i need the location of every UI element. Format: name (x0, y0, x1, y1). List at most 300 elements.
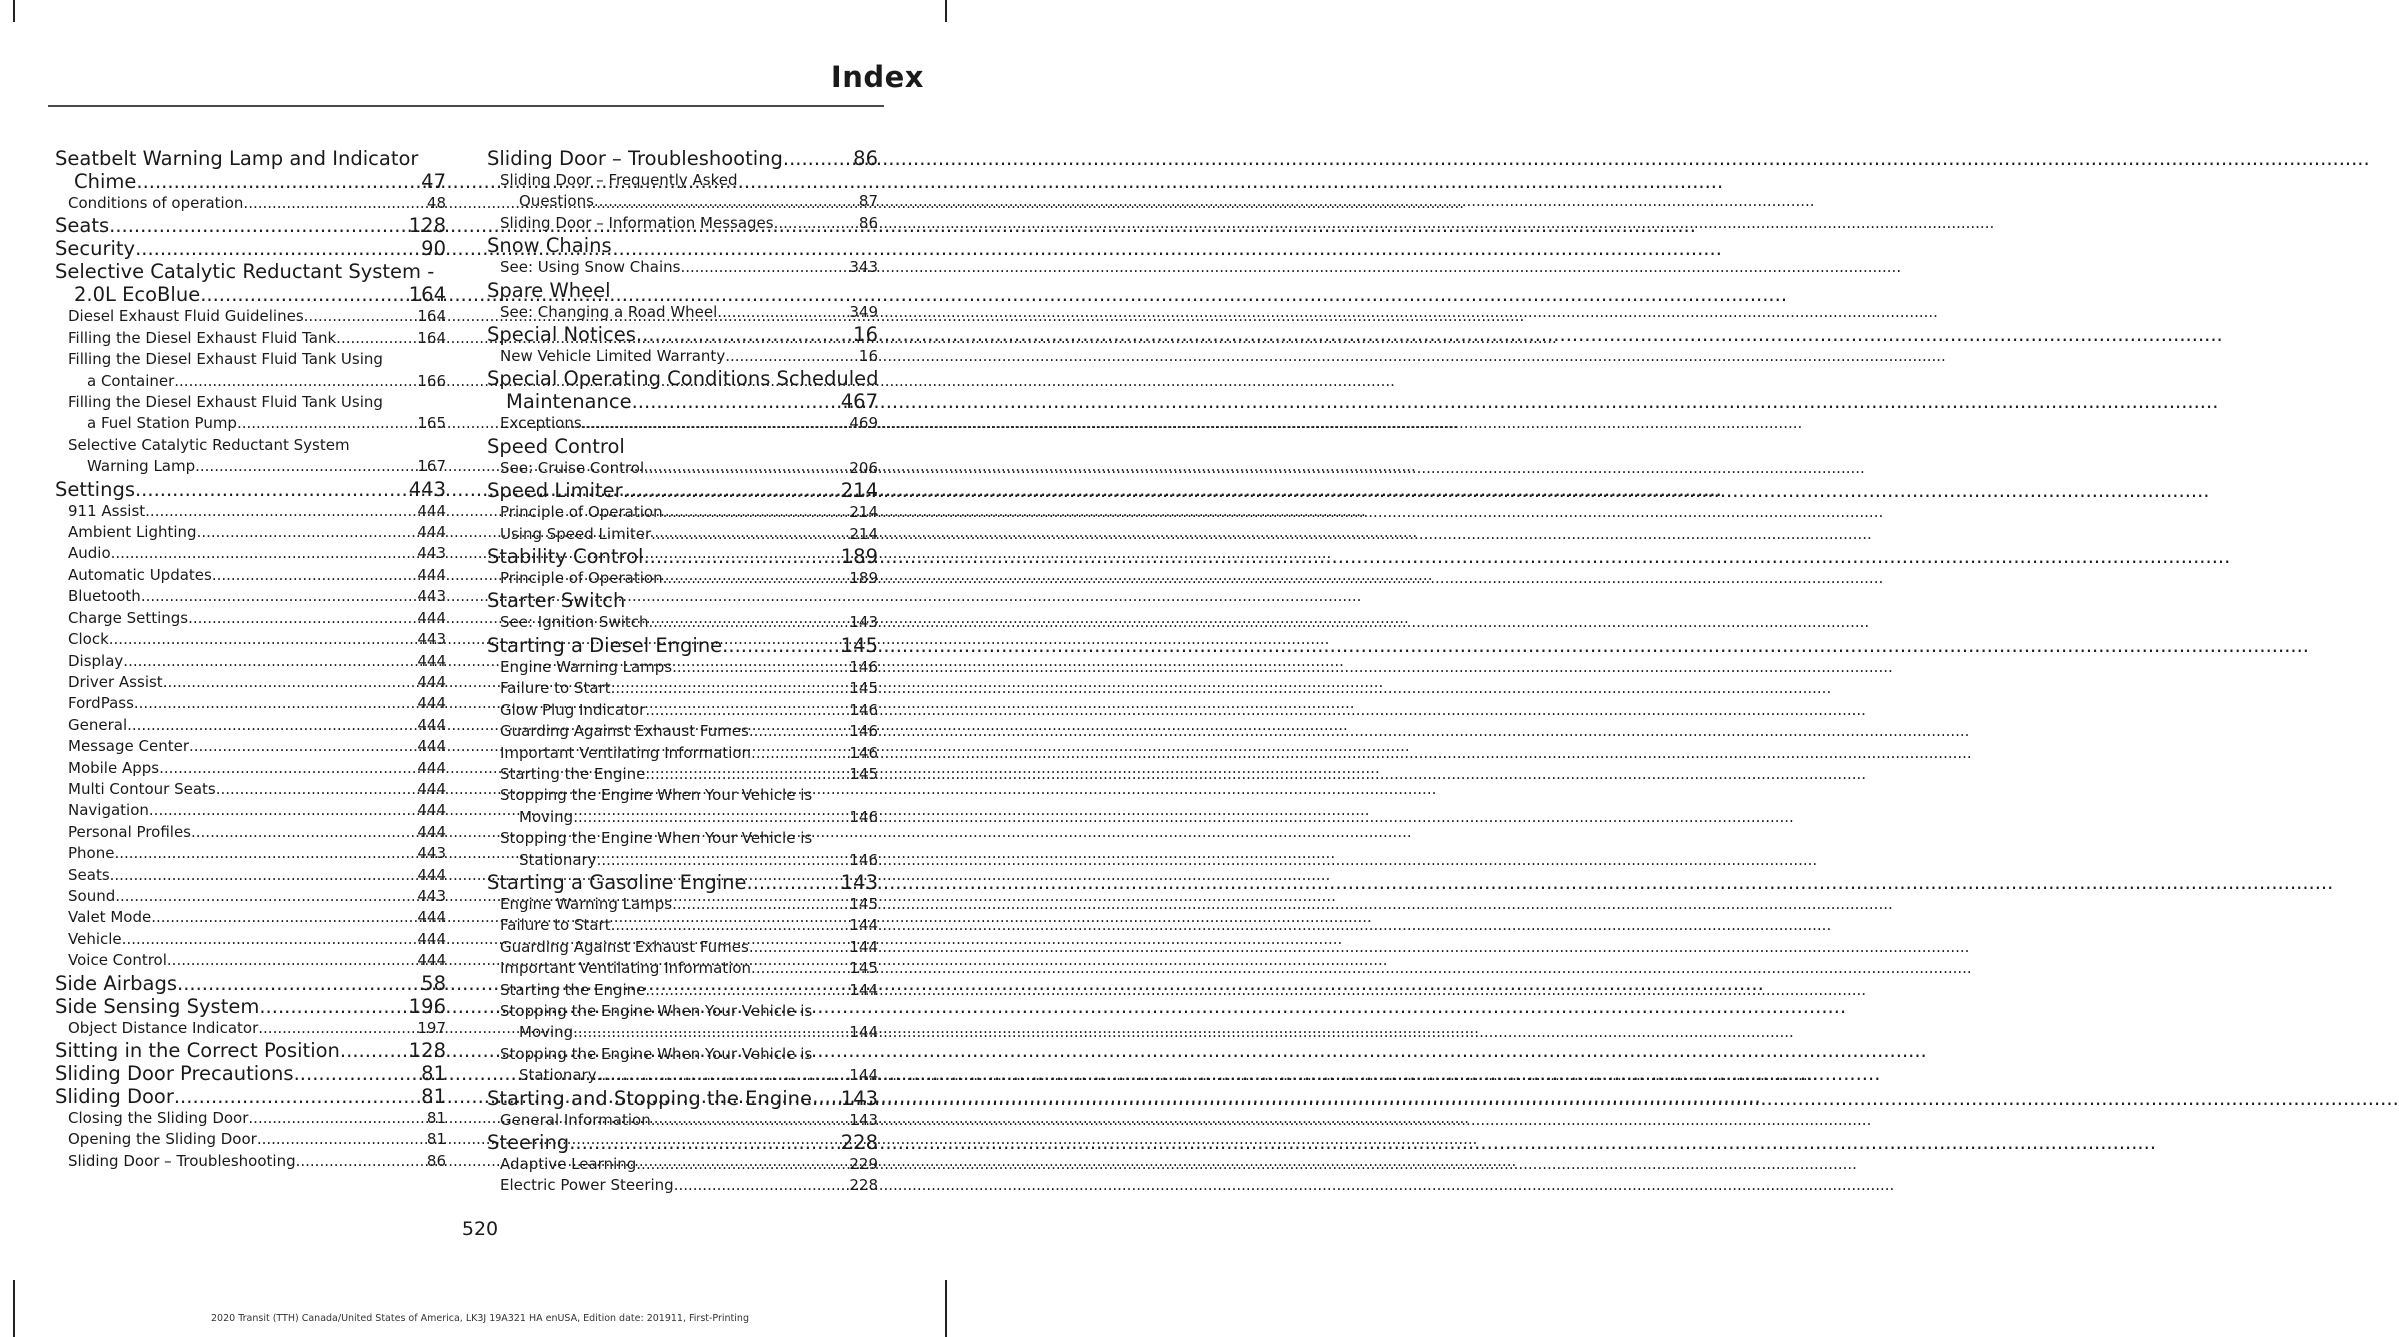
index-entry-heading: Filling the Diesel Exhaust Fluid Tank Using (68, 350, 383, 369)
entry-page-number: 146 (849, 700, 878, 719)
dot-leader (259, 995, 408, 1018)
entry-label: Diesel Exhaust Fluid Guidelines (68, 307, 304, 326)
index-subentry[interactable] (487, 413, 878, 434)
entry-page-number: 443 (417, 544, 446, 563)
header-divider (48, 105, 884, 107)
index-subentry[interactable] (487, 721, 878, 742)
entry-label: Electric Power Steering (500, 1176, 674, 1195)
dot-leader (573, 1022, 849, 1043)
dot-leader (717, 302, 849, 323)
entry-label: Sliding Door – Troubleshooting (68, 1151, 296, 1170)
entry-label: Conditions of operation (68, 194, 244, 212)
index-subentry[interactable] (487, 1065, 878, 1086)
dot-leader (189, 736, 417, 757)
entry-page-number: 444 (417, 565, 446, 584)
index-entry-heading: Stopping the Engine When Your Vehicle is (500, 1001, 813, 1020)
dot-leader (645, 764, 849, 785)
dot-leader (663, 502, 850, 523)
dot-leader (296, 1151, 427, 1172)
entry-page-number: 443 (417, 844, 446, 863)
entry-label: Speed Limiter (487, 479, 623, 503)
entry-page-number: 444 (417, 779, 446, 798)
entry-label: Exceptions (500, 414, 582, 433)
entry-page-number: 229 (849, 1155, 878, 1173)
entry-label: Chime (74, 170, 137, 193)
index-subentry[interactable] (487, 257, 878, 278)
index-entry[interactable] (55, 478, 446, 501)
dot-leader (573, 807, 849, 828)
dot-leader (216, 779, 418, 800)
crop-mark-top-left (13, 0, 15, 22)
entry-label: New Vehicle Limited Warranty (500, 347, 726, 366)
entry-label: Questions (519, 192, 594, 211)
entry-page-number: 444 (417, 501, 446, 520)
index-subentry[interactable] (55, 886, 446, 907)
entry-label: Sound (68, 886, 116, 905)
entry-label: Message Center (68, 737, 189, 756)
entry-label: Side Airbags (55, 971, 178, 995)
index-subentry[interactable] (55, 651, 446, 672)
dot-leader (109, 214, 409, 237)
index-entry[interactable] (55, 1062, 446, 1085)
index-subentry[interactable] (55, 522, 446, 543)
dot-leader (751, 743, 849, 764)
entry-label: a Container (87, 371, 175, 390)
index-subentry[interactable] (487, 458, 878, 479)
dot-leader (174, 1085, 421, 1108)
index-subentry[interactable] (487, 191, 878, 212)
index-entry-heading: Sliding Door – Frequently Asked (500, 171, 738, 189)
index-subentry[interactable] (55, 715, 446, 736)
dot-leader (134, 693, 417, 714)
dot-leader (191, 822, 417, 843)
index-entry[interactable] (487, 390, 878, 413)
entry-label: Maintenance (506, 390, 632, 414)
entry-label: Multi Contour Seats (68, 779, 216, 798)
index-subentry[interactable] (55, 306, 446, 327)
entry-page-number: 444 (417, 801, 446, 820)
index-entry[interactable] (487, 279, 878, 302)
entry-page-number: 128 (408, 214, 446, 238)
entry-label: Principle of Operation (500, 569, 663, 588)
entry-label: See: Using Snow Chains (500, 258, 681, 277)
index-subentry[interactable] (55, 693, 446, 714)
entry-label: Seats (68, 865, 110, 884)
index-subentry[interactable] (55, 929, 446, 950)
dot-leader (747, 871, 841, 894)
entry-page-number: 145 (849, 764, 878, 783)
entry-page-number: 90 (421, 237, 446, 261)
entry-page-number: 16 (858, 347, 878, 366)
index-entry[interactable] (487, 147, 878, 170)
index-entry[interactable] (487, 234, 878, 257)
dot-leader (136, 170, 421, 193)
entry-page-number: 444 (417, 715, 446, 734)
index-subentry[interactable] (55, 1108, 446, 1129)
entry-page-number: 469 (849, 414, 878, 433)
entry-label: FordPass (68, 694, 134, 713)
entry-page-number: 145 (849, 679, 878, 698)
entry-page-number: 146 (849, 722, 878, 741)
footer-edition-info: 2020 Transit (TTH) Canada/United States of America, LK3J 19A321 HA enUSA, Edition date: 201911, First-Printing (211, 1313, 749, 1324)
entry-page-number: 144 (849, 1066, 878, 1085)
dot-leader (751, 958, 849, 979)
dot-leader (632, 390, 841, 413)
entry-page-number: 443 (417, 886, 446, 905)
dot-leader (725, 346, 859, 367)
entry-label: Moving (519, 1023, 574, 1042)
entry-page-number: 86 (426, 1151, 446, 1170)
index-subentry[interactable] (487, 678, 878, 699)
entry-label: See: Cruise Control (500, 458, 645, 477)
entry-label: Stationary (519, 850, 597, 869)
index-entry[interactable] (487, 323, 878, 346)
entry-label: Speed Control (487, 434, 625, 458)
entry-page-number: 81 (426, 1130, 446, 1149)
entry-label: Seats (55, 214, 110, 238)
index-subentry[interactable] (55, 1129, 446, 1150)
index-subentry[interactable] (55, 907, 446, 928)
entry-page-number: 144 (849, 980, 878, 999)
entry-page-number: 48 (426, 194, 446, 212)
dot-leader (258, 1018, 417, 1039)
dot-leader (812, 1087, 841, 1110)
entry-label: Clock (68, 630, 109, 649)
entry-label: Bluetooth (68, 587, 141, 606)
dot-leader (149, 800, 417, 821)
index-entry[interactable] (55, 1085, 446, 1108)
dot-leader (135, 478, 409, 501)
dot-leader (672, 894, 849, 915)
entry-page-number: 214 (840, 479, 878, 503)
entry-page-number: 47 (421, 170, 446, 193)
dot-leader (594, 191, 859, 212)
index-entry[interactable] (55, 1039, 446, 1062)
dot-leader (115, 886, 417, 907)
entry-page-number: 81 (426, 1109, 446, 1127)
entry-label: Object Distance Indicator (68, 1018, 259, 1037)
dot-leader (672, 657, 849, 678)
index-entry[interactable] (55, 972, 446, 995)
dot-leader (783, 147, 853, 170)
entry-page-number: 166 (417, 371, 446, 390)
dot-leader (174, 371, 417, 392)
entry-page-number: 58 (421, 971, 446, 995)
dot-leader (248, 1108, 427, 1129)
entry-label: Starting the Engine (500, 980, 646, 999)
dot-leader (749, 721, 850, 742)
dot-leader (257, 1129, 427, 1150)
index-entry[interactable] (55, 170, 446, 193)
entry-page-number: 86 (858, 213, 878, 232)
index-subentry[interactable] (487, 302, 878, 323)
crop-mark-top-right (945, 0, 947, 22)
index-subentry[interactable] (487, 958, 878, 979)
dot-leader (200, 283, 409, 306)
entry-page-number: 343 (849, 258, 878, 277)
index-entry[interactable] (487, 479, 878, 502)
dot-leader (167, 950, 417, 971)
index-subentry[interactable] (55, 501, 446, 522)
index-entry[interactable] (487, 435, 878, 458)
index-column-right (487, 147, 878, 1197)
dot-leader (774, 213, 859, 234)
index-subentry[interactable] (487, 894, 878, 915)
dot-leader (582, 413, 850, 434)
index-subentry[interactable] (55, 565, 446, 586)
index-subentry[interactable] (55, 736, 446, 757)
entry-page-number: 143 (840, 870, 878, 894)
dot-leader (145, 501, 417, 522)
dot-leader (141, 586, 418, 607)
index-subentry[interactable] (55, 1018, 446, 1039)
entry-label: Warning Lamp (87, 457, 196, 476)
entry-page-number: 81 (421, 1085, 446, 1108)
index-subentry[interactable] (55, 1151, 446, 1172)
index-subentry[interactable] (55, 758, 446, 779)
entry-page-number: 214 (849, 503, 878, 522)
dot-leader (340, 1039, 409, 1062)
dot-leader (110, 865, 418, 886)
entry-label: Display (68, 651, 124, 670)
index-entry[interactable] (487, 1131, 878, 1154)
entry-label: Opening the Sliding Door (68, 1130, 257, 1149)
index-subentry[interactable] (487, 1175, 878, 1196)
entry-label: 2.0L EcoBlue (74, 283, 201, 307)
index-entry[interactable] (487, 634, 878, 657)
entry-label: Snow Chains (487, 234, 612, 258)
index-subentry[interactable] (55, 371, 446, 392)
entry-page-number: 228 (840, 1131, 878, 1154)
dot-leader (304, 306, 418, 327)
entry-label: 911 Assist (68, 501, 146, 520)
entry-label: Closing the Sliding Door (68, 1109, 249, 1127)
index-subentry[interactable] (487, 980, 878, 1001)
entry-page-number: 206 (849, 458, 878, 477)
index-subentry[interactable] (55, 193, 446, 214)
entry-label: Guarding Against Exhaust Fumes (500, 937, 749, 956)
index-subentry[interactable] (487, 502, 878, 523)
index-subentry[interactable] (487, 346, 878, 367)
entry-page-number: 467 (840, 390, 878, 414)
index-entry[interactable] (55, 995, 446, 1018)
index-subentry[interactable] (487, 1022, 878, 1043)
entry-page-number: 444 (417, 865, 446, 884)
entry-page-number: 443 (408, 477, 446, 501)
entry-page-number: 86 (853, 147, 878, 170)
index-entry[interactable] (55, 283, 446, 306)
entry-page-number: 145 (849, 959, 878, 978)
index-entry[interactable] (55, 214, 446, 237)
dot-leader (109, 629, 418, 650)
dot-leader (159, 758, 417, 779)
entry-label: Audio (68, 544, 111, 563)
dot-leader (237, 413, 417, 434)
crop-mark-bottom-right (945, 1280, 947, 1337)
index-subentry[interactable] (487, 743, 878, 764)
dot-leader (127, 715, 417, 736)
entry-page-number: 444 (417, 672, 446, 691)
entry-page-number: 87 (858, 192, 878, 211)
entry-page-number: 444 (417, 908, 446, 927)
entry-page-number: 165 (417, 414, 446, 433)
index-subentry[interactable] (55, 800, 446, 821)
index-entry-heading: Selective Catalytic Reductant System (68, 435, 350, 454)
entry-label: See: Ignition Switch (500, 613, 649, 632)
entry-page-number: 444 (417, 737, 446, 756)
index-subentry[interactable] (55, 608, 446, 629)
entry-page-number: 143 (840, 1086, 878, 1110)
entry-page-number: 145 (840, 633, 878, 657)
entry-page-number: 146 (849, 743, 878, 762)
dot-leader (114, 843, 417, 864)
index-subentry[interactable] (487, 612, 878, 633)
entry-label: Charge Settings (68, 608, 189, 627)
entry-label: General (68, 715, 128, 734)
index-entry[interactable] (55, 237, 446, 260)
dot-leader (649, 612, 850, 633)
index-subentry[interactable] (487, 213, 878, 234)
index-subentry[interactable] (55, 456, 446, 477)
index-subentry[interactable] (487, 807, 878, 828)
entry-label: Starting a Diesel Engine (487, 633, 723, 657)
index-subentry[interactable] (487, 1154, 878, 1175)
entry-label: Engine Warning Lamps (500, 657, 673, 676)
index-subentry[interactable] (55, 413, 446, 434)
index-subentry[interactable] (487, 657, 878, 678)
entry-label: Phone (68, 844, 115, 863)
index-subentry[interactable] (55, 586, 446, 607)
index-subentry[interactable] (55, 822, 446, 843)
entry-page-number: 444 (417, 523, 446, 542)
entry-page-number: 128 (408, 1039, 446, 1062)
entry-label: Settings (55, 477, 135, 501)
entry-label: Sliding Door Precautions (55, 1062, 294, 1085)
entry-page-number: 167 (417, 457, 446, 476)
index-entry[interactable] (487, 589, 878, 612)
index-subentry[interactable] (55, 779, 446, 800)
entry-label: Starter Switch (487, 589, 626, 613)
entry-label: Valet Mode (68, 908, 152, 927)
index-entry-heading: Stopping the Engine When Your Vehicle is (500, 1044, 813, 1063)
entry-page-number: 444 (417, 651, 446, 670)
dot-leader (623, 479, 841, 502)
entry-label: Ambient Lighting (68, 523, 197, 542)
entry-label: Principle of Operation (500, 503, 663, 522)
index-entry-heading: Stopping the Engine When Your Vehicle is (500, 786, 813, 805)
dot-leader (611, 915, 850, 936)
index-subentry[interactable] (55, 629, 446, 650)
index-subentry[interactable] (55, 950, 446, 971)
entry-label: Sliding Door (55, 1085, 174, 1108)
dot-leader (749, 937, 850, 958)
index-subentry[interactable] (487, 568, 878, 589)
entry-label: Vehicle (68, 929, 122, 948)
index-subentry[interactable] (55, 672, 446, 693)
dot-leader (151, 907, 417, 928)
entry-label: Important Ventilating Information (500, 959, 752, 978)
entry-page-number: 146 (849, 657, 878, 676)
index-subentry[interactable] (487, 764, 878, 785)
entry-label: Sliding Door – Information Messages (500, 213, 774, 232)
index-entry[interactable] (487, 871, 878, 894)
dot-leader (122, 929, 418, 950)
index-entry-heading: Filling the Diesel Exhaust Fluid Tank Using (68, 393, 383, 412)
index-subentry[interactable] (55, 543, 446, 564)
entry-label: Guarding Against Exhaust Fumes (500, 722, 749, 741)
entry-page-number: 443 (417, 630, 446, 649)
entry-page-number: 197 (417, 1018, 446, 1037)
dot-leader (722, 634, 841, 657)
entry-label: Moving (519, 807, 574, 826)
entry-label: Steering (487, 1131, 570, 1154)
index-subentry[interactable] (487, 700, 878, 721)
entry-label: Starting and Stopping the Engine (487, 1086, 812, 1110)
index-subentry[interactable] (487, 937, 878, 958)
index-subentry[interactable] (55, 865, 446, 886)
entry-page-number: 444 (417, 608, 446, 627)
dot-leader (645, 980, 849, 1001)
dot-leader (163, 672, 418, 693)
index-subentry[interactable] (487, 1110, 878, 1131)
index-subentry[interactable] (487, 915, 878, 936)
entry-page-number: 189 (840, 545, 878, 569)
entry-label: Starting a Gasoline Engine (487, 870, 747, 894)
entry-label: Failure to Start (500, 679, 611, 698)
entry-page-number: 189 (849, 569, 878, 588)
index-subentry[interactable] (55, 328, 446, 349)
index-entry-heading: Selective Catalytic Reductant System - (55, 260, 435, 284)
page-number: 520 (461, 1218, 499, 1240)
entry-label: Navigation (68, 801, 149, 820)
entry-label: Driver Assist (68, 672, 163, 691)
entry-label: See: Changing a Road Wheel (500, 302, 718, 321)
dot-leader (597, 1065, 850, 1086)
entry-label: Adaptive Learning (500, 1155, 637, 1173)
entry-label: Mobile Apps (68, 758, 160, 777)
entry-page-number: 444 (417, 758, 446, 777)
entry-page-number: 443 (417, 587, 446, 606)
entry-label: Engine Warning Lamps (500, 894, 673, 913)
dot-leader (336, 328, 417, 349)
dot-leader (123, 651, 417, 672)
dot-leader (135, 237, 421, 260)
index-subentry[interactable] (487, 850, 878, 871)
dot-leader (645, 700, 849, 721)
entry-label: Stationary (519, 1066, 597, 1085)
entry-page-number: 143 (849, 1110, 878, 1129)
entry-page-number: 146 (849, 850, 878, 869)
dot-leader (212, 565, 418, 586)
index-entry-heading: Stopping the Engine When Your Vehicle is (500, 829, 813, 848)
entry-label: Spare Wheel (487, 278, 611, 302)
index-entry[interactable] (487, 1087, 878, 1110)
dot-leader (636, 323, 853, 346)
dot-leader (195, 456, 417, 477)
index-entry[interactable] (487, 545, 878, 568)
entry-page-number: 146 (849, 807, 878, 826)
index-subentry[interactable] (487, 524, 878, 545)
dot-leader (663, 568, 850, 589)
index-subentry[interactable] (55, 843, 446, 864)
entry-page-number: 164 (408, 283, 446, 307)
dot-leader (636, 1154, 849, 1175)
dot-leader (644, 458, 849, 479)
entry-page-number: 164 (417, 328, 446, 347)
dot-leader (643, 545, 840, 568)
entry-label: Starting the Engine (500, 764, 646, 783)
entry-label: Stability Control (487, 545, 644, 569)
